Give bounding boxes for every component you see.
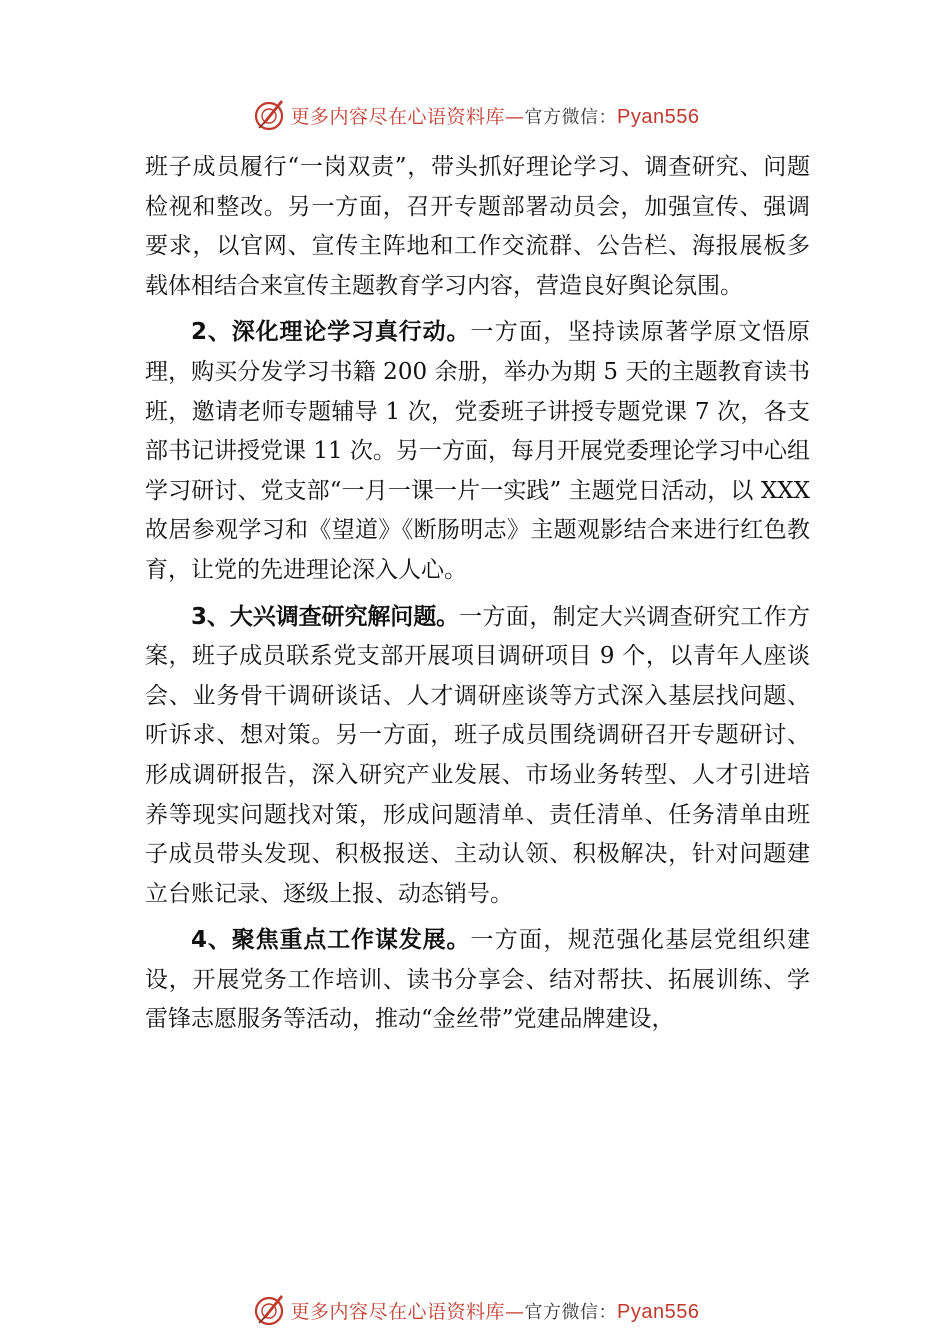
watermark-separator: — <box>505 105 525 128</box>
watermark-separator: — <box>505 1300 525 1323</box>
paragraph-lead: 4、聚焦重点工作谋发展。 <box>191 927 471 954</box>
watermark-text <box>291 102 700 129</box>
watermark-site: 更多内容尽在心语资料库 <box>290 105 506 128</box>
paragraph-continuation <box>145 148 810 306</box>
paragraph-lead: 3、大兴调查研究解问题。 <box>191 603 460 630</box>
quill-logo-icon <box>251 97 287 133</box>
paragraph-research <box>145 598 810 915</box>
footer-watermark <box>0 1290 950 1330</box>
paragraph-text: 一方面，制定大兴调查研究工作方案，班子成员联系党支部开展项目调研项目 9 个，以青年人座谈会、业务骨干调研谈话、人才调研座谈等方式深入基层找问题、听诉求、想对策。另一方面，班子成员围绕调研召开专题研讨、形成调研报告，深入研究产业发展、市场业务转型、人才引进培养等现实问题找对策，形成问题清单、责任清单、任务清单由班子成员带头发现、积极报送、主动认领、积极解决，针对问题建立台账记录、逐级上报、动态销号。 <box>145 603 810 907</box>
watermark-wechat-id: Pyan556 <box>617 1300 700 1323</box>
paragraph-theory-study <box>145 313 810 590</box>
watermark-wechat-id: Pyan556 <box>617 105 700 128</box>
document-body <box>145 148 810 1040</box>
paragraph-text: 一方面，坚持读原著学原文悟原理，购买分发学习书籍 200 余册，举办为期 5 天的主题教育读书班，邀请老师专题辅导 1 次，党委班子讲授专题党课 7 次，各支部书记讲授党课 11 次。另一方面，每月开展党委理论学习中心组学习研讨、党支部“一月一课一片一实践” 主题党日活动，以 XXX 故居参观学习和《望道》《断肠明志》主题观影结合来进行红色教育，让党的先进理论深入人心。 <box>145 319 810 583</box>
watermark-label: 官方微信： <box>524 1301 618 1323</box>
paragraph-lead: 2、深化理论学习真行动。 <box>191 319 471 346</box>
paragraph-text: 一方面，规范强化基层党组织建设，开展党务工作培训、读书分享会、结对帮扶、拓展训练、学雷锋志愿服务等活动，推动“金丝带”党建品牌建设， <box>145 927 810 1033</box>
paragraph-key-work <box>145 921 810 1040</box>
watermark-text <box>291 1297 700 1324</box>
watermark-site: 更多内容尽在心语资料库 <box>290 1300 506 1323</box>
watermark-label: 官方微信： <box>524 106 618 128</box>
quill-logo-icon <box>251 1292 287 1328</box>
header-watermark <box>0 95 950 135</box>
paragraph-text: 班子成员履行“一岗双责”，带头抓好理论学习、调查研究、问题检视和整改。另一方面，召开专题部署动员会，加强宣传、强调要求，以官网、宣传主阵地和工作交流群、公告栏、海报展板多载体相结合来宣传主题教育学习内容，营造良好舆论氛围。 <box>145 154 810 299</box>
